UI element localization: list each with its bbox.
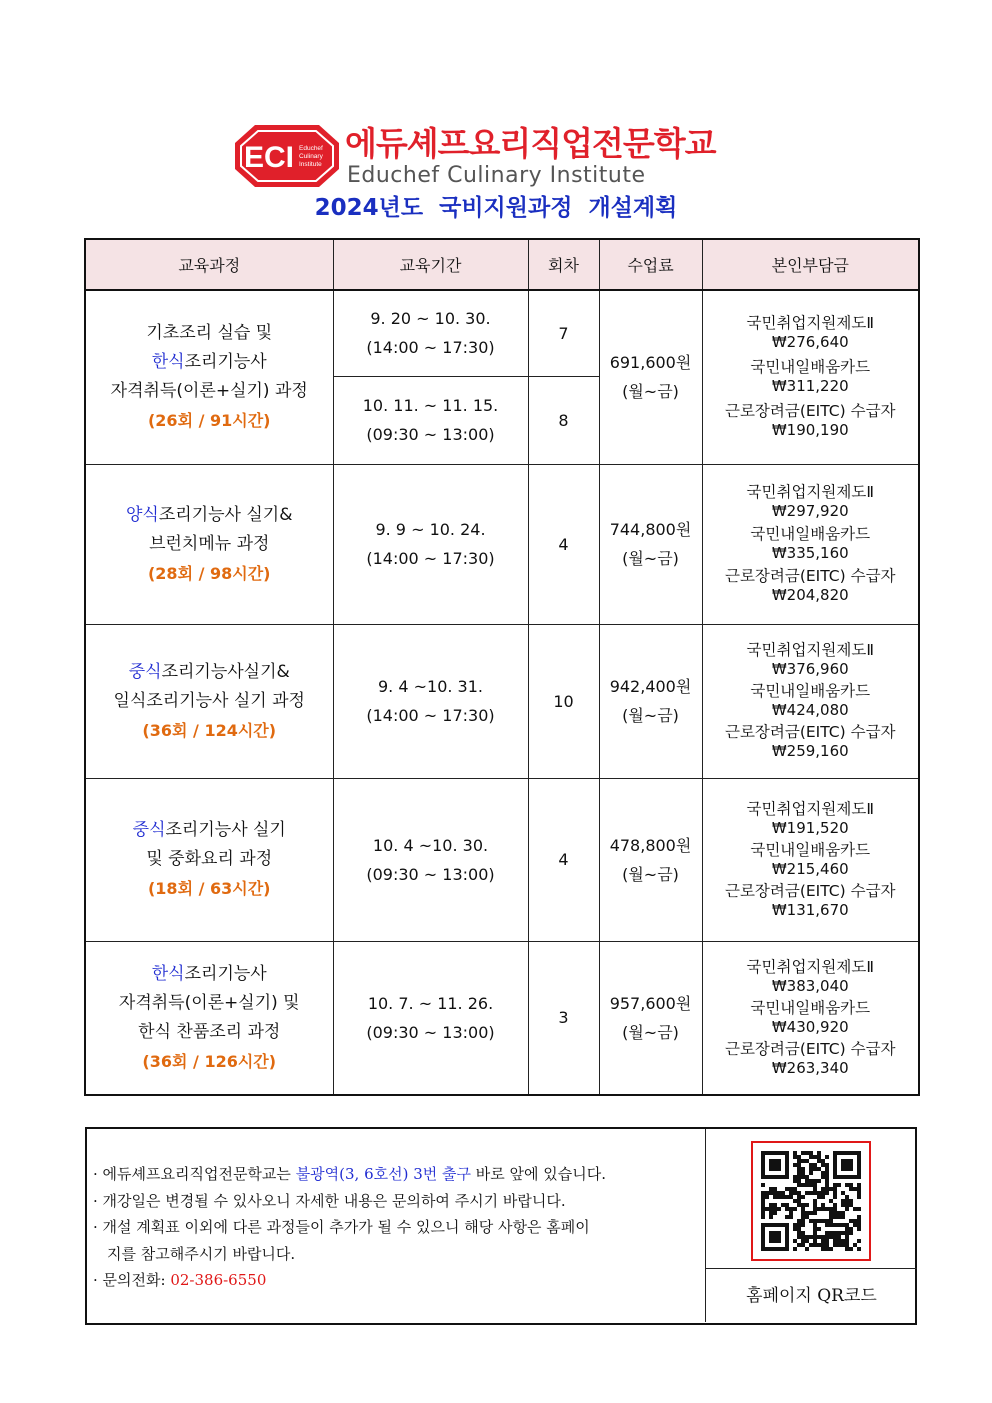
burden-label: 근로장려금(EITC) 수급자: [724, 723, 896, 741]
svg-text:Institute: Institute: [299, 161, 322, 168]
burden-label: 국민취업지원제도Ⅱ: [746, 799, 874, 818]
fee-amount: 691,600원: [609, 353, 692, 373]
qr-frame: [751, 1141, 871, 1261]
burden-label: 국민내일배움카드: [750, 840, 871, 859]
burden-cell: [702, 941, 919, 1095]
notice-text-part: 바로 앞에 있습니다.: [471, 1165, 607, 1183]
burden-amount: ₩424,080: [771, 701, 849, 719]
period-time: (14:00 ~ 17:30): [366, 338, 495, 358]
burden-amount: ₩297,920: [771, 502, 849, 520]
fee-cell: [599, 464, 702, 624]
course-name-rest: 조리기능사: [184, 963, 267, 984]
period-cell: [333, 376, 528, 464]
period-time: (09:30 ~ 13:00): [366, 864, 495, 884]
burden-amount: ₩263,340: [771, 1058, 849, 1077]
period-dates: 9. 9 ~ 10. 24.: [375, 520, 486, 539]
burden-amount: ₩376,960: [771, 660, 849, 678]
course-name-line: [86, 960, 333, 989]
round-cell: 4: [528, 464, 599, 624]
qr-label-row: [706, 1268, 917, 1323]
burden-cell: [702, 778, 919, 941]
phone-number[interactable]: 02-386-6550: [170, 1271, 267, 1289]
period-time: (14:00 ~ 17:30): [366, 549, 495, 568]
burden-amount: ₩383,040: [771, 976, 849, 995]
course-name-line: [86, 501, 333, 530]
phone-label: · 문의전화:: [93, 1271, 171, 1289]
table-row: [85, 941, 919, 1095]
burden-amount: ₩430,920: [771, 1017, 849, 1036]
fee-amount: 478,800원: [609, 835, 692, 855]
round-cell: 4: [528, 778, 599, 941]
burden-cell: [702, 624, 919, 778]
course-name-rest: 조리기능사 실기: [165, 820, 286, 840]
round-cell: 7: [528, 290, 599, 376]
table-row: [85, 778, 919, 941]
burden-amount: ₩131,670: [771, 900, 849, 919]
period-cell: [333, 624, 528, 778]
table-row: [85, 464, 919, 624]
course-name-rest: 조리기능사: [184, 352, 267, 373]
burden-cell: [702, 290, 919, 464]
period-cell: [333, 290, 528, 376]
course-schedule-table: [84, 238, 920, 1096]
fee-cell: [599, 941, 702, 1095]
fee-amount: 942,400원: [609, 677, 692, 696]
round-cell: 10: [528, 624, 599, 778]
period-time: (14:00 ~ 17:30): [366, 706, 495, 725]
period-dates: 9. 20 ~ 10. 30.: [370, 309, 491, 329]
fee-amount: 744,800원: [609, 520, 692, 539]
burden-label: 국민취업지원제도Ⅱ: [746, 641, 874, 659]
period-cell: [333, 941, 528, 1095]
notice-text: [93, 1161, 698, 1294]
svg-text:ECI: ECI: [244, 141, 295, 174]
plan-title: 2024년도 국비지원과정 개설계획: [314, 195, 678, 221]
course-cuisine: 중식: [132, 820, 166, 840]
course-name-cell: [85, 778, 333, 941]
notice-line-phone: [93, 1267, 698, 1294]
period-dates: 10. 7. ~ 11. 26.: [367, 993, 494, 1013]
burden-amount: ₩335,160: [771, 544, 849, 562]
school-name-en: Educhef Culinary Institute: [347, 163, 646, 188]
burden-amount: ₩191,520: [771, 818, 849, 837]
round-cell: 3: [528, 941, 599, 1095]
fee-days: (월~금): [622, 549, 679, 568]
period-time: (09:30 ~ 13:00): [366, 1022, 495, 1042]
course-name-line: 및 중화요리 과정: [146, 849, 273, 869]
course-hours: (36회 / 126시간): [142, 1051, 277, 1071]
course-name-cell: [85, 464, 333, 624]
course-name-line: [86, 348, 333, 377]
course-name-rest: 조리기능사 실기&: [158, 504, 293, 525]
period-cell: [333, 778, 528, 941]
school-name-kr: 에듀셰프요리직업전문학교: [345, 124, 716, 163]
fee-cell: [599, 290, 702, 464]
header: [0, 115, 992, 225]
course-name-line: 기초조리 실습 및: [146, 323, 273, 344]
station-exit: 불광역(3, 6호선) 3번 출구: [295, 1165, 472, 1183]
fee-cell: [599, 624, 702, 778]
burden-label: 근로장려금(EITC) 수급자: [724, 402, 896, 421]
fee-cell: [599, 778, 702, 941]
course-name-line: 브런치메뉴 과정: [149, 533, 270, 554]
burden-amount: ₩276,640: [771, 333, 849, 352]
header-fee: 수업료: [599, 239, 702, 290]
course-name-line: 한식 찬품조리 과정: [138, 1021, 281, 1042]
burden-amount: ₩311,220: [771, 377, 849, 396]
burden-amount: ₩215,460: [771, 859, 849, 878]
course-name-rest: 조리기능사실기&: [161, 661, 290, 682]
burden-amount: ₩259,160: [771, 742, 849, 760]
course-hours: (18회 / 63시간): [147, 879, 271, 898]
burden-label: 국민취업지원제도Ⅱ: [746, 314, 874, 333]
course-hours: (26회 / 91시간): [147, 411, 271, 431]
course-cuisine: 양식: [126, 504, 159, 525]
notice-text-part: · 에듀셰프요리직업전문학교는: [93, 1165, 296, 1183]
fee-amount: 957,600원: [609, 993, 692, 1013]
notice-line-location: [93, 1161, 698, 1188]
burden-amount: ₩190,190: [771, 421, 849, 440]
period-dates: 10. 11. ~ 11. 15.: [362, 396, 499, 415]
header-course: 교육과정: [85, 239, 333, 290]
burden-label: 근로장려금(EITC) 수급자: [724, 1039, 896, 1058]
burden-cell: [702, 464, 919, 624]
burden-label: 근로장려금(EITC) 수급자: [724, 567, 896, 585]
header-round: 회차: [528, 239, 599, 290]
course-name-line: 자격취득(이론+실기) 및: [118, 992, 300, 1013]
table-row: [85, 624, 919, 778]
fee-days: (월~금): [622, 1022, 679, 1042]
burden-label: 국민내일배움카드: [750, 525, 871, 543]
course-name-cell: [85, 290, 333, 464]
qr-cell: [705, 1129, 917, 1322]
burden-label: 국민취업지원제도Ⅱ: [746, 483, 874, 501]
course-hours: (28회 / 98시간): [147, 563, 271, 583]
table-header-row: [85, 239, 919, 290]
course-cuisine: 중식: [128, 661, 162, 682]
burden-label: 국민내일배움카드: [750, 682, 871, 700]
round-cell: 8: [528, 376, 599, 464]
course-cuisine: 한식: [151, 963, 185, 984]
period-dates: 9. 4 ~10. 31.: [378, 677, 483, 696]
svg-text:Educhef: Educhef: [299, 145, 323, 152]
burden-amount: ₩204,820: [771, 586, 849, 604]
course-cuisine: 한식: [151, 352, 185, 373]
header-burden: 본인부담금: [702, 239, 919, 290]
course-name-line: 자격취득(이론+실기) 과정: [110, 381, 308, 402]
burden-label: 근로장려금(EITC) 수급자: [724, 881, 896, 900]
course-name-cell: [85, 624, 333, 778]
period-cell: [333, 464, 528, 624]
qr-code-icon[interactable]: [753, 1143, 869, 1259]
course-name-cell: [85, 941, 333, 1095]
period-time: (09:30 ~ 13:00): [366, 425, 495, 444]
fee-days: (월~금): [622, 864, 679, 884]
fee-days: (월~금): [622, 382, 679, 402]
eci-logo-icon: [233, 123, 341, 189]
course-name-line: [86, 816, 333, 845]
svg-text:Culinary: Culinary: [299, 153, 323, 160]
burden-label: 국민내일배움카드: [750, 358, 871, 377]
header-period: 교육기간: [333, 239, 528, 290]
burden-label: 국민취업지원제도Ⅱ: [746, 957, 874, 976]
notice-box: [85, 1127, 917, 1325]
notice-line-date-change: · 개강일은 변경될 수 있사오니 자세한 내용은 문의하여 주시기 바랍니다.: [93, 1191, 566, 1210]
fee-days: (월~금): [622, 706, 679, 725]
period-dates: 10. 4 ~10. 30.: [372, 835, 489, 855]
burden-label: 국민내일배움카드: [750, 998, 871, 1017]
notice-line-more-courses-cont: 지를 참고해주시기 바랍니다.: [107, 1244, 296, 1263]
notice-line-more-courses: · 개설 계획표 이외에 다른 과정들이 추가가 될 수 있으니 해당 사항은 홈페이: [93, 1218, 590, 1236]
qr-label: 홈페이지 QR코드: [746, 1286, 877, 1306]
table-row: [85, 290, 919, 376]
course-hours: (36회 / 124시간): [142, 720, 277, 740]
course-name-line: 일식조리기능사 실기 과정: [113, 690, 305, 711]
course-name-line: [86, 658, 333, 687]
